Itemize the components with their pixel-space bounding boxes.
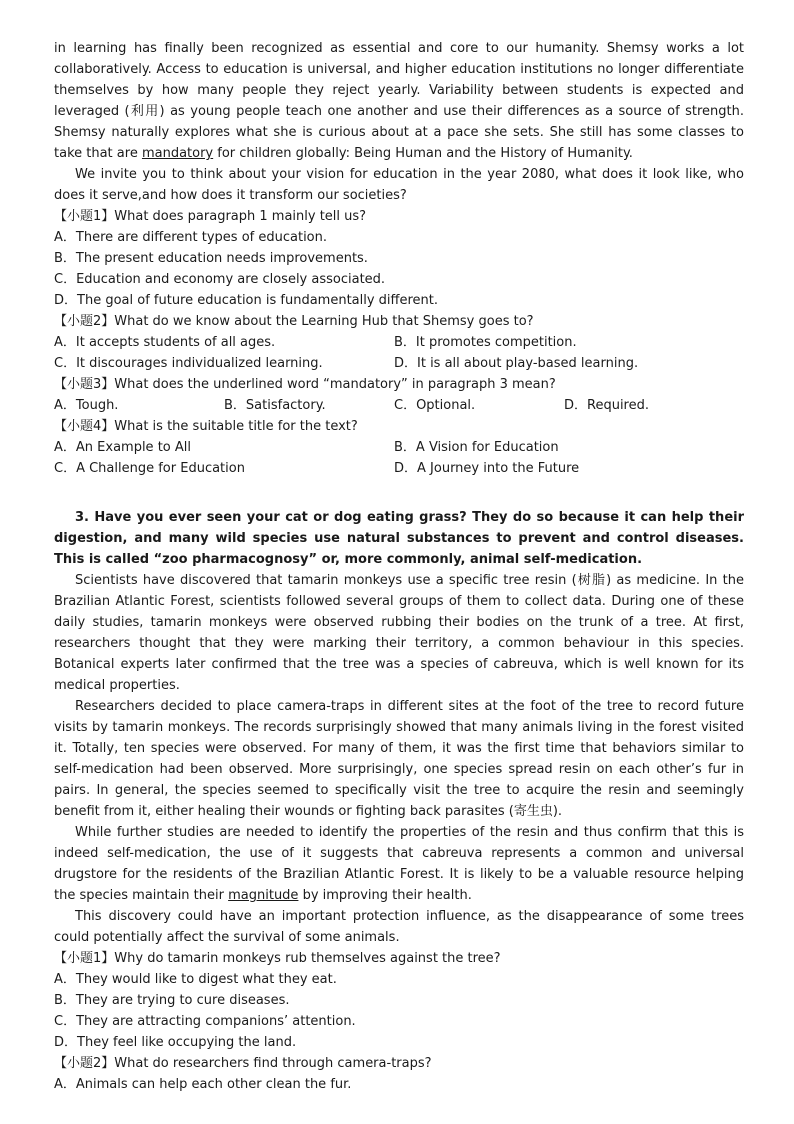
option-a: A．There are different types of education. <box>54 230 328 245</box>
options-row <box>54 437 744 458</box>
passage-paragraph: We invite you to think about your vision for education in the year 2080, what does it look like, who does it serve,and how does it transform our societies? <box>54 167 744 203</box>
options-row <box>54 353 744 374</box>
option-d: D．They feel like occupying the land. <box>54 1035 297 1050</box>
passage-paragraph: in learning has finally been recognized as essential and core to our humanity. Shemsy works a lot collaboratively. Access to education is universal, and higher education institutions no longer differentiate themselves by how many people they reject yearly. Variability between students is expected and leveraged (利用) as young people teach one another and use their differences as a source of strength. Shemsy naturally explores what she is curious about at a pace she sets. She still has some classes to take that are mandatory for children globally: Being Human and the History of Humanity. <box>54 41 744 161</box>
options-row <box>54 458 744 479</box>
passage-intro: 3. Have you ever seen your cat or dog eating grass? They do so because it can help their digestion, and many wild species use natural substances to prevent and control diseases. This is called “zoo pharmacognosy” or, more commonly, animal self-medication. <box>54 510 744 567</box>
question-stem: 【小题1】What does paragraph 1 mainly tell us? <box>54 209 367 224</box>
option-c: C．A Challenge for Education <box>54 461 245 476</box>
option-a: A．Tough. <box>54 398 119 413</box>
question-stem: 【小题4】What is the suitable title for the text? <box>54 419 358 434</box>
option-c: C．It discourages individualized learning. <box>54 356 323 371</box>
question-stem: 【小题2】What do researchers find through camera-traps? <box>54 1056 432 1071</box>
underlined-word: magnitude <box>228 888 299 903</box>
option-b: B．A Vision for Education <box>394 440 559 455</box>
option-d: D．It is all about play-based learning. <box>394 356 639 371</box>
option-a: A．It accepts students of all ages. <box>54 335 276 350</box>
option-c: C．Optional. <box>394 398 476 413</box>
options-row <box>54 332 744 353</box>
option-a: A．They would like to digest what they eat. <box>54 972 337 987</box>
option-c: C．Education and economy are closely associated. <box>54 272 386 287</box>
question-stem: 【小题1】Why do tamarin monkeys rub themselves against the tree? <box>54 951 501 966</box>
option-a: A．Animals can help each other clean the fur. <box>54 1077 352 1092</box>
underlined-word: mandatory <box>141 146 214 161</box>
options-row <box>54 395 744 416</box>
option-b: B．It promotes competition. <box>394 335 577 350</box>
passage-paragraph: Researchers decided to place camera-traps in different sites at the foot of the tree to record future visits by tamarin monkeys. The records surprisingly showed that many animals living in the forest visited it. Totally, ten species were observed. For many of them, it was the first time that behaviors similar to self-medication had been observed. More surprisingly, one species spread resin on each other’s fur in pairs. In general, the species seemed to specifically visit the tree to acquire the resin and seemingly benefit from it, either healing their wounds or fighting back parasites (寄生虫). <box>54 699 744 819</box>
option-c: C．They are attracting companions’ attention. <box>54 1014 356 1029</box>
option-b: B．They are trying to cure diseases. <box>54 993 290 1008</box>
passage-paragraph: This discovery could have an important protection influence, as the disappearance of some trees could potentially affect the survival of some animals. <box>54 909 744 945</box>
option-d: D．Required. <box>564 398 650 413</box>
section-spacer <box>54 479 744 507</box>
option-d: D．A Journey into the Future <box>394 461 580 476</box>
question-stem: 【小题3】What does the underlined word “mandatory” in paragraph 3 mean? <box>54 377 556 392</box>
exam-page <box>54 38 744 1095</box>
passage-paragraph: Scientists have discovered that tamarin monkeys use a specific tree resin (树脂) as medicine. In the Brazilian Atlantic Forest, scientists followed several groups of them to collect data. During one of these daily studies, tamarin monkeys were observed rubbing their bodies on the trunk of a tree. At first, researchers thought that they were marking their territory, a common behaviour in this species. Botanical experts later confirmed that the tree was a species of cabreuva, which is well known for its medical properties. <box>54 573 744 693</box>
question-stem: 【小题2】What do we know about the Learning Hub that Shemsy goes to? <box>54 314 534 329</box>
option-b: B．The present education needs improvements. <box>54 251 368 266</box>
option-b: B．Satisfactory. <box>224 398 326 413</box>
passage-paragraph: While further studies are needed to identify the properties of the resin and thus confirm that this is indeed self-medication, the use of it suggests that cabreuva represents a common and universal drugstore for the residents of the Brazilian Atlantic Forest. It is likely to be a valuable resource helping the species maintain their magnitude by improving their health. <box>54 825 744 903</box>
option-a: A．An Example to All <box>54 440 191 455</box>
option-d: D．The goal of future education is fundamentally different. <box>54 293 439 308</box>
